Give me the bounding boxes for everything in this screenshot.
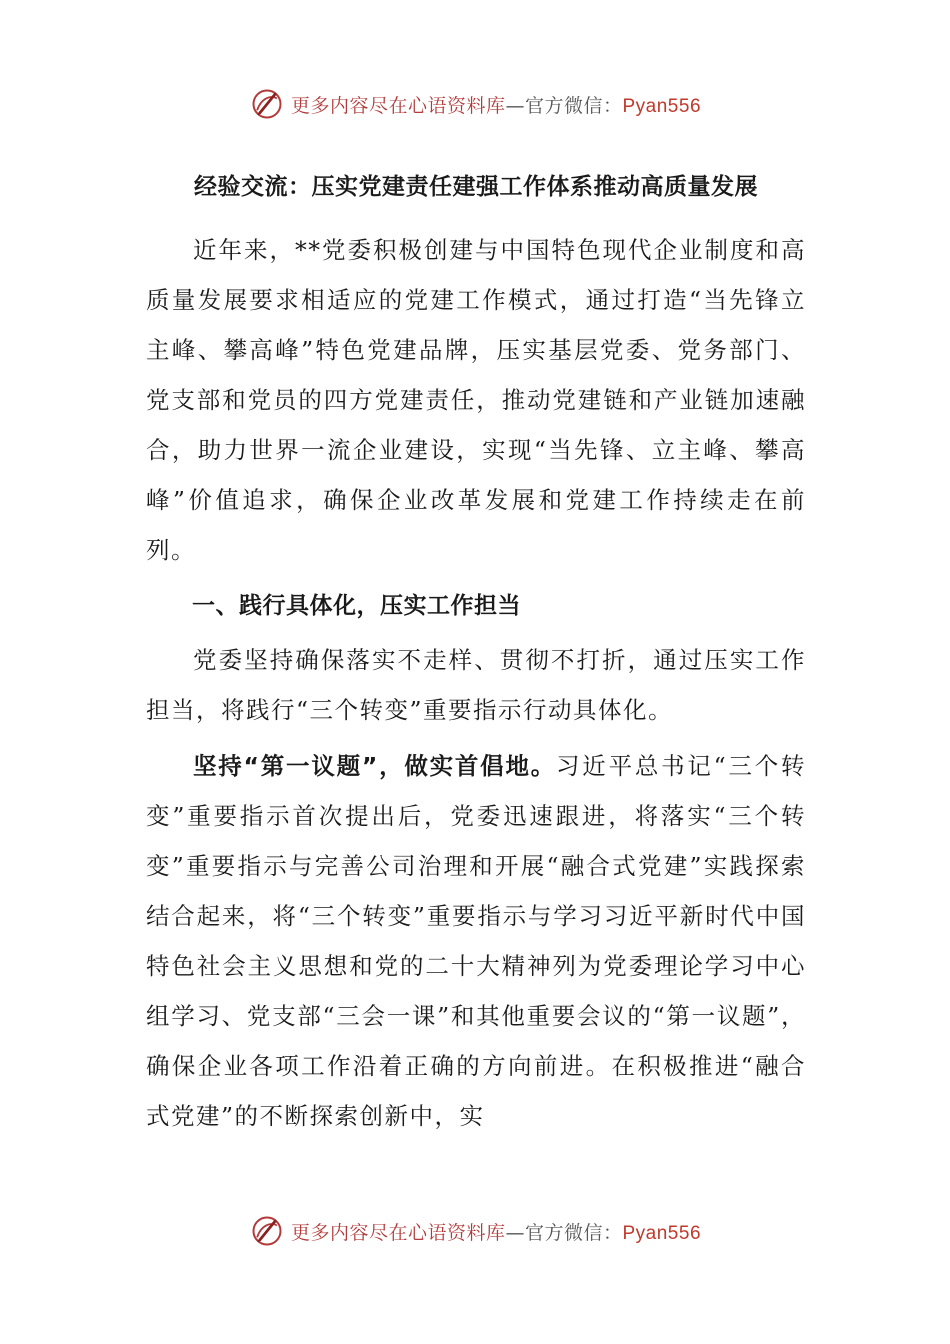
footer-banner-lead: 更多内容尽在心语资料库	[290, 1221, 506, 1244]
header-banner	[0, 84, 950, 124]
section-1-point-1-lead: 坚持“第一议题”，做实首倡地。	[193, 752, 557, 780]
footer-banner-text	[291, 1218, 701, 1245]
section-1-heading: 一、践行具体化，压实工作担当	[192, 593, 521, 619]
section-1-point-1-text: 习近平总书记“三个转变”重要指示首次提出后，党委迅速跟进，将落实“三个转变”重要指示与完善公司治理和开展“融合式党建”实践探索结合起来，将“三个转变”重要指示与学习习近平新时代中国特色社会主义思想和党的二十大精神列为党委理论学习中心组学习、党支部“三会一课”和其他重要会议的“第一议题”，确保企业各项工作沿着正确的方向前进。在积极推进“融合式党建”的不断探索创新中，实	[146, 752, 807, 1130]
document-body	[146, 168, 806, 1141]
section-1-paragraph: 党委坚持确保落实不走样、贯彻不打折，通过压实工作担当，将践行“三个转变”重要指示行动具体化。	[146, 646, 806, 724]
pen-swirl-logo-icon	[249, 86, 285, 122]
header-banner-text	[291, 91, 701, 118]
header-banner-wechat-id: Pyan556	[622, 95, 702, 117]
footer-banner-rest: —官方微信：	[505, 1221, 623, 1244]
header-banner-lead: 更多内容尽在心语资料库	[290, 94, 506, 117]
header-banner-rest: —官方微信：	[505, 94, 623, 117]
footer-banner-wechat-id: Pyan556	[622, 1222, 702, 1244]
footer-banner	[0, 1211, 950, 1251]
intro-paragraph: 近年来，**党委积极创建与中国特色现代企业制度和高质量发展要求相适应的党建工作模式，通过打造“当先锋立主峰、攀高峰”特色党建品牌，压实基层党委、党务部门、党支部和党员的四方党建责任，推动党建链和产业链加速融合，助力世界一流企业建设，实现“当先锋、立主峰、攀高峰”价值追求，确保企业改革发展和党建工作持续走在前列。	[146, 236, 806, 564]
pen-swirl-logo-icon	[249, 1213, 285, 1249]
section-1-point-1	[146, 741, 806, 1141]
document-title: 经验交流：压实党建责任建强工作体系推动高质量发展	[194, 174, 758, 200]
